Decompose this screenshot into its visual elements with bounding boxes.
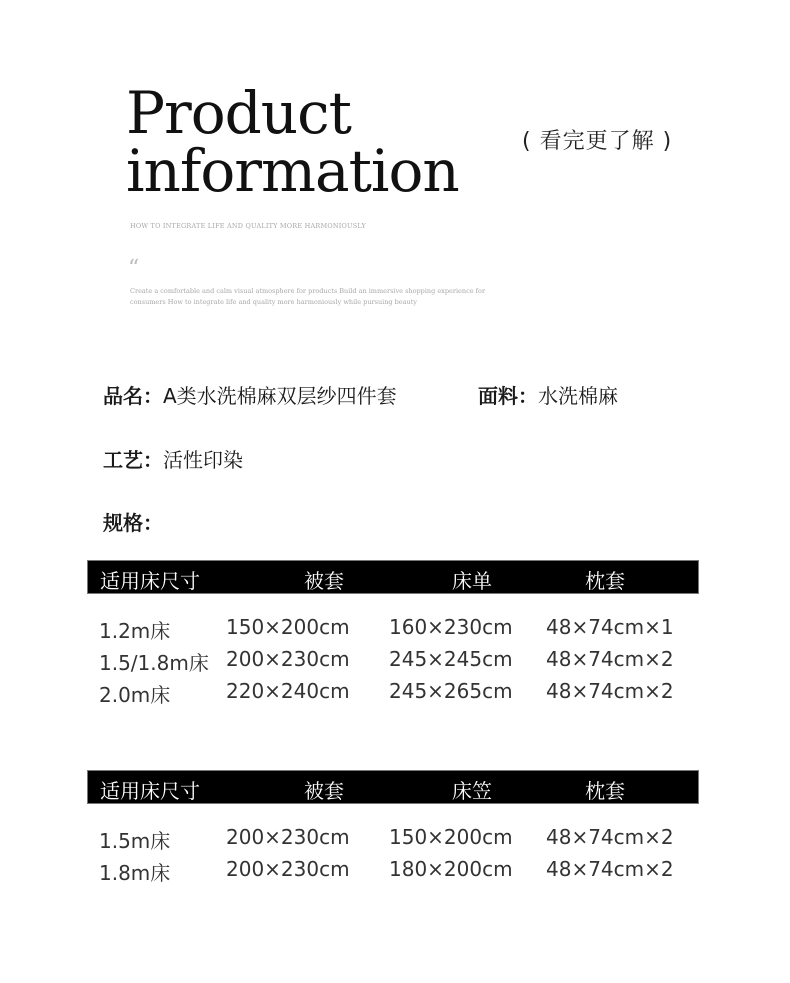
table-cell: 48×74cm×2 — [546, 679, 674, 703]
table-row — [87, 647, 699, 679]
table-cell: 150×200cm — [226, 615, 350, 639]
table-cell: 200×230cm — [226, 647, 350, 671]
tagline: HOW TO INTEGRATE LIFE AND QUALITY MORE HARMONIOUSLY — [130, 222, 366, 230]
table-cell: 220×240cm — [226, 679, 350, 703]
title-line-2: information — [126, 137, 459, 205]
craft-value: 活性印染 — [163, 448, 243, 472]
fabric — [478, 380, 618, 409]
quote-icon: “ — [128, 256, 140, 281]
table-cell: 1.5m床 — [99, 829, 171, 853]
table-cell: 48×74cm×1 — [546, 615, 674, 639]
table1-header-pillowcase: 枕套 — [585, 569, 625, 593]
table-cell: 1.2m床 — [99, 619, 171, 643]
table1-header — [87, 560, 699, 594]
table-cell: 1.8m床 — [99, 861, 171, 885]
table-cell: 2.0m床 — [99, 683, 171, 707]
title-line-1: Product — [126, 79, 351, 147]
table-cell: 48×74cm×2 — [546, 825, 674, 849]
table1-header-sheet: 床单 — [452, 569, 492, 593]
table-row — [87, 679, 699, 711]
product-name — [103, 380, 397, 409]
spec-label: 规格： — [103, 511, 163, 535]
craft — [103, 444, 243, 473]
table-cell: 150×200cm — [389, 825, 513, 849]
fabric-label: 面料： — [478, 384, 538, 408]
craft-label: 工艺： — [103, 448, 163, 472]
table1-header-duvet: 被套 — [304, 569, 344, 593]
table-row — [87, 825, 699, 857]
table-cell: 48×74cm×2 — [546, 857, 674, 881]
table-row — [87, 615, 699, 647]
table-cell: 200×230cm — [226, 857, 350, 881]
table2-header-fitted-sheet: 床笠 — [452, 779, 492, 803]
table-row — [87, 857, 699, 889]
table2-header-size: 适用床尺寸 — [100, 779, 200, 803]
product-name-value: A类水洗棉麻双层纱四件套 — [163, 384, 397, 408]
fabric-value: 水洗棉麻 — [538, 384, 618, 408]
table-cell: 180×200cm — [389, 857, 513, 881]
table-cell: 160×230cm — [389, 615, 513, 639]
description: Create a comfortable and calm visual atmosphere for products Build an immersive shopping experience for consumers How to integrate life and quality more harmoniously while pursuing beauty — [130, 287, 486, 306]
table-cell: 48×74cm×2 — [546, 647, 674, 671]
table1-header-size: 适用床尺寸 — [100, 569, 200, 593]
product-name-label: 品名： — [103, 384, 163, 408]
see-more-text: ( 看完更了解 ) — [522, 129, 673, 154]
spec — [103, 507, 163, 536]
table-cell: 1.5/1.8m床 — [99, 651, 209, 675]
table2-header — [87, 770, 699, 804]
table2-header-duvet: 被套 — [304, 779, 344, 803]
table2-header-pillowcase: 枕套 — [585, 779, 625, 803]
table-cell: 245×265cm — [389, 679, 513, 703]
table-cell: 200×230cm — [226, 825, 350, 849]
table-cell: 245×245cm — [389, 647, 513, 671]
